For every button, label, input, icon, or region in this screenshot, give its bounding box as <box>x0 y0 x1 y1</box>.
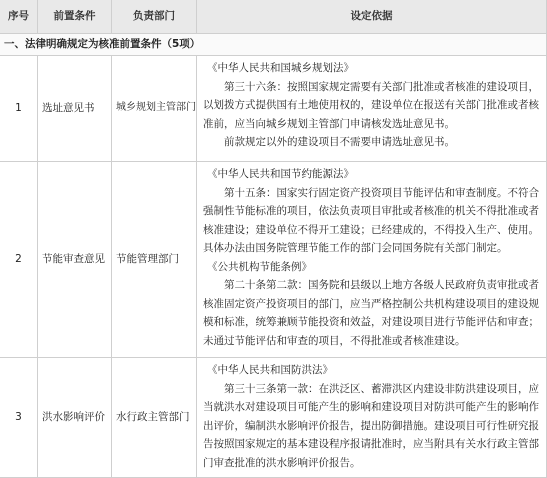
row-2-no: 2 <box>0 162 38 358</box>
law-title: 《中华人民共和国节约能源法》 <box>207 168 354 180</box>
header-col-condition: 前置条件 <box>38 0 112 34</box>
law-title: 《公共机构节能条例》 <box>207 260 312 273</box>
article-text: 第十五条：国家实行固定资产投资项目节能评估和审查制度。不符合强制性节能标准的项目，依法负责项目审批或者核准的机关不得批准或者核准建设；建设单位不得开工建设；已经建成的，不得投入生产、使用。具体办法由国务院管理节能工作的部门会同国务院有关部门制定。 <box>203 186 539 254</box>
row-3-basis <box>197 358 547 478</box>
header-col-dept: 负责部门 <box>112 0 197 34</box>
row-3-dept: 水行政主管部门 <box>112 358 197 478</box>
article-text: 前款规定以外的建设项目不需要申请选址意见书。 <box>224 136 455 148</box>
article-text: 第三十六条：按照国家规定需要有关部门批准或者核准的建设项目，以划拨方式提供国有土地使用权的，建设单位在报送有关部门批准或者核准前，应当向城乡规划主管部门申请核发选址意见书。 <box>203 80 539 130</box>
row-2-basis <box>197 162 547 358</box>
header-col-no: 序号 <box>0 0 38 34</box>
law-title: 《中华人民共和国城乡规划法》 <box>207 62 354 74</box>
row-2-condition: 节能审查意见 <box>38 162 112 358</box>
article-text: 第三十三条第一款：在洪泛区、蓄滞洪区内建设非防洪建设项目，应当就洪水对建设项目可能产生的影响和建设项目对防洪可能产生的影响作出评价，编制洪水影响评价报告，提出防御措施。建设项目可行性研究报告按照国家规定的基本建设程序报请批准时，应当附具有关水行政主管部门审查批准的洪水影响评价报告。 <box>203 382 539 469</box>
header-col-basis: 设定依据 <box>197 0 547 34</box>
law-title: 《中华人民共和国防洪法》 <box>207 364 333 376</box>
row-1-dept: 城乡规划主管部门 <box>112 56 197 162</box>
row-1-basis <box>197 56 547 162</box>
row-3-no: 3 <box>0 358 38 478</box>
article-text: 第二十条第二款：国务院和县级以上地方各级人民政府负责审批或者核准固定资产投资项目的部门，应当严格控制公共机构建设项目的建设规模和标准，统筹兼顾节能投资和效益，对建设项目进行节能评估和审查；未通过节能评估和审查的项目，不得批准或者核准建设。 <box>203 279 539 347</box>
row-2-dept: 节能管理部门 <box>112 162 197 358</box>
row-1-condition: 选址意见书 <box>38 56 112 162</box>
section-title: 一、法律明确规定为核准前置条件（5项） <box>0 34 547 56</box>
row-3-condition: 洪水影响评价 <box>38 358 112 478</box>
row-1-no: 1 <box>0 56 38 162</box>
